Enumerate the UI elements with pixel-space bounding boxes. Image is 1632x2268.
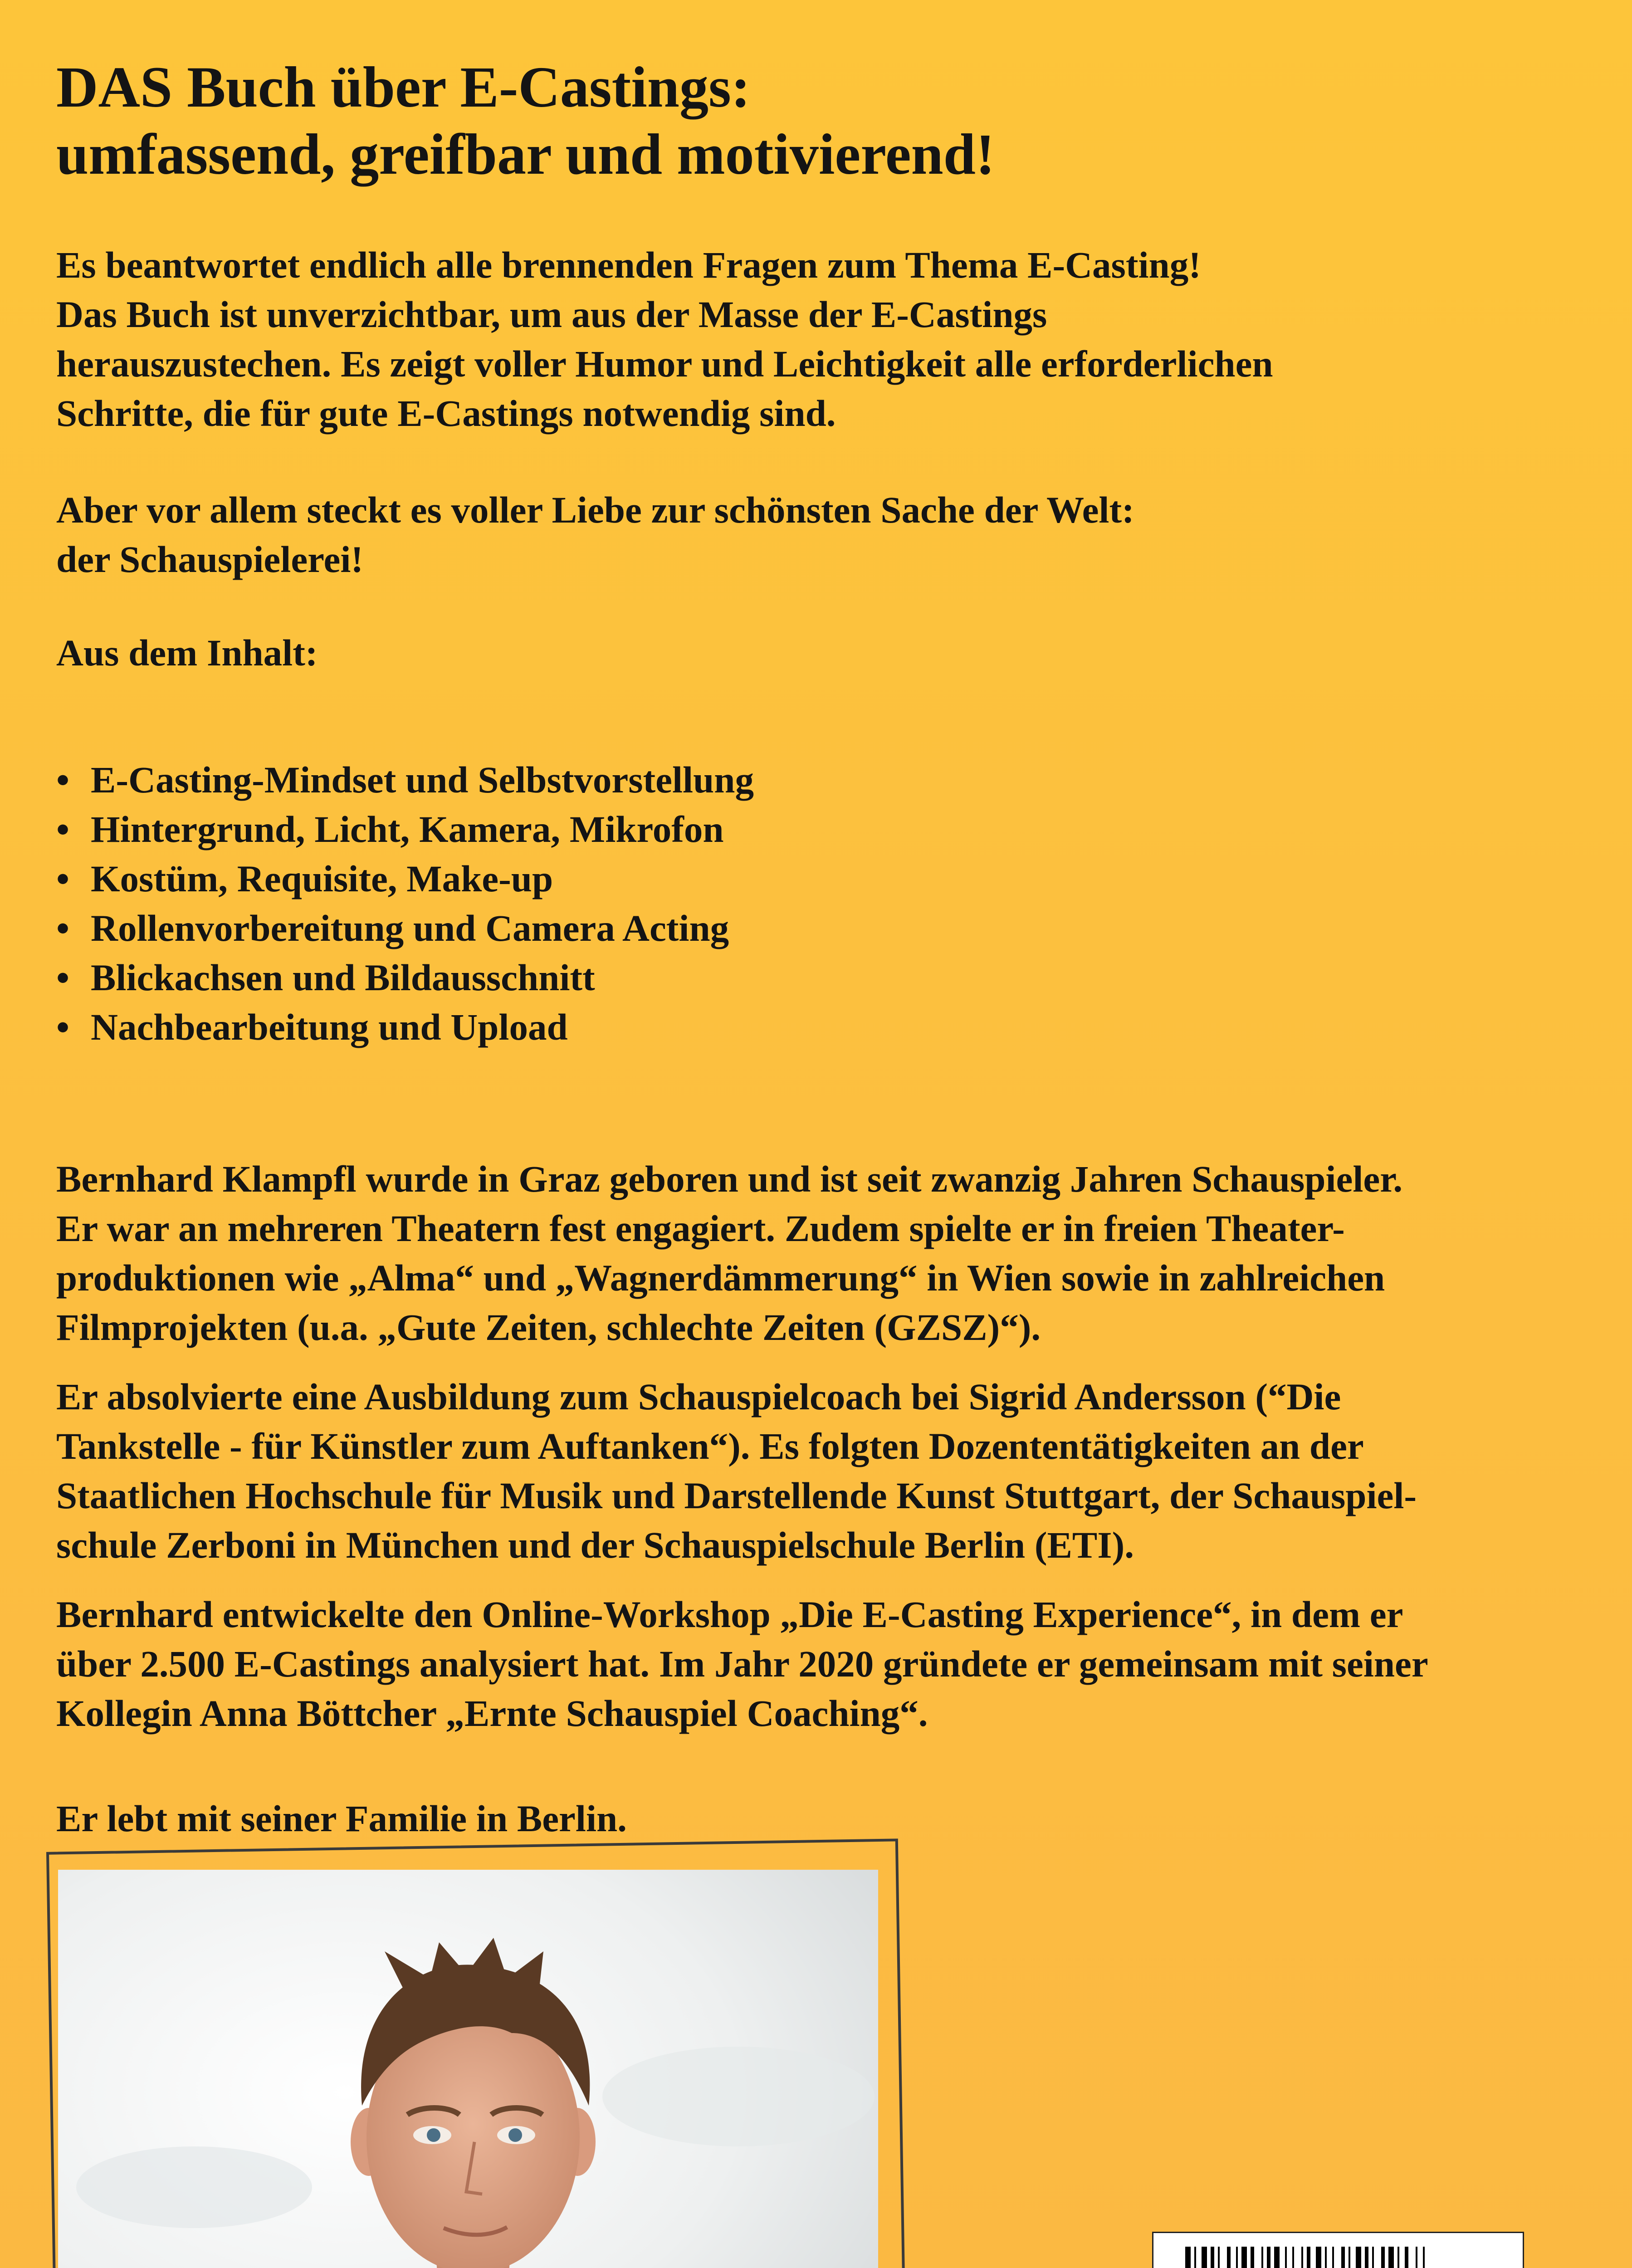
barcode-bar [1211, 2247, 1214, 2268]
barcode-bar [1274, 2247, 1280, 2268]
barcode-bar [1316, 2247, 1321, 2268]
barcode-bar [1236, 2247, 1238, 2268]
intro-paragraph [56, 240, 1580, 438]
love-paragraph [56, 485, 1580, 584]
bio-paragraph-3 [56, 1590, 1580, 1738]
barcode-bar [1261, 2247, 1263, 2268]
isbn-barcode [1152, 2232, 1524, 2268]
barcode-bar [1388, 2247, 1394, 2268]
barcode-bar [1325, 2247, 1327, 2268]
list-item: • E-Casting-Mindset und Selbstvorstellung [56, 755, 754, 805]
barcode-bar [1241, 2247, 1247, 2268]
bio-line: über 2.500 E-Castings analysiert hat. Im Jahr 2020 gründete er gemeinsam mit seiner [56, 1643, 1428, 1685]
bio-line: Filmprojekten (u.a. „Gute Zeiten, schlechte Zeiten (GZSZ)“). [56, 1306, 1041, 1348]
bio-line: Tankstelle - für Künstler zum Auftanken“). Es folgten Dozententätigkeiten an der [56, 1425, 1364, 1467]
author-photo [58, 1870, 878, 2268]
headline-line-1: DAS Buch über E-Castings: [56, 55, 751, 119]
bio-line: produktionen wie „Alma“ und „Wagnerdämmerung“ in Wien sowie in zahlreichen [56, 1257, 1385, 1299]
bio-line: Bernhard entwickelte den Online-Workshop „Die E-Casting Experience“, in dem er [56, 1593, 1403, 1635]
bio-line: Staatlichen Hochschule für Musik und Darstellende Kunst Stuttgart, der Schauspiel- [56, 1475, 1417, 1516]
barcode-bar [1202, 2247, 1207, 2268]
barcode-bar [1405, 2247, 1408, 2268]
bio-line: Er absolvierte eine Ausbildung zum Schauspielcoach bei Sigrid Andersson (“Die [56, 1376, 1341, 1418]
list-item: • Blickachsen und Bildausschnitt [56, 953, 754, 1002]
contents-heading: Aus dem Inhalt: [56, 632, 318, 674]
barcode-bar [1251, 2247, 1254, 2268]
bio-line: Kollegin Anna Böttcher „Ernte Schauspiel Coaching“. [56, 1692, 928, 1734]
barcode-bar [1301, 2247, 1303, 2268]
barcode-bar [1285, 2247, 1287, 2268]
barcode-bar [1227, 2247, 1231, 2268]
contents-list [56, 755, 754, 1052]
list-item: • Nachbearbeitung und Upload [56, 1002, 754, 1052]
list-item: • Kostüm, Requisite, Make-up [56, 854, 754, 904]
bio-line: Er war an mehreren Theatern fest engagiert. Zudem spielte er in freien Theater- [56, 1207, 1345, 1249]
barcode-bar [1372, 2247, 1374, 2268]
barcode-bar [1397, 2247, 1399, 2268]
headline [56, 54, 1553, 188]
bio-paragraph-2 [56, 1372, 1580, 1570]
intro-line: herauszustechen. Es zeigt voller Humor und Leichtigkeit alle erforderlichen [56, 343, 1273, 385]
list-item: • Hintergrund, Licht, Kamera, Mikrofon [56, 805, 754, 854]
intro-line: Das Buch ist unverzichtbar, um aus der Masse der E-Castings [56, 293, 1047, 335]
barcode-bar [1349, 2247, 1350, 2268]
barcode-bar [1218, 2247, 1220, 2268]
barcode-bar [1341, 2247, 1345, 2268]
intro-line: Schritte, die für gute E-Castings notwendig sind. [56, 392, 836, 434]
barcode-bar [1365, 2247, 1368, 2268]
barcode-bar [1292, 2247, 1294, 2268]
intro-line: Es beantwortet endlich alle brennenden Fragen zum Thema E-Casting! [56, 244, 1201, 286]
list-item: • Rollenvorbereitung und Camera Acting [56, 904, 754, 953]
barcode-bar [1423, 2247, 1425, 2268]
love-line: der Schauspielerei! [56, 538, 364, 580]
barcode-bar [1332, 2247, 1334, 2268]
barcode-bar [1416, 2247, 1417, 2268]
bio-paragraph-1 [56, 1154, 1580, 1352]
author-portrait [58, 1870, 878, 2268]
barcode-bar [1381, 2247, 1385, 2268]
barcode-bar [1356, 2247, 1361, 2268]
barcode-graphic [1153, 2233, 1525, 2268]
bio-line: schule Zerboni in München und der Schauspielschule Berlin (ETI). [56, 1524, 1134, 1566]
headline-line-2: umfassend, greifbar und motivierend! [56, 122, 995, 186]
barcode-bar [1185, 2247, 1191, 2268]
bio-line: Bernhard Klampfl wurde in Graz geboren und ist seit zwanzig Jahren Schauspieler. [56, 1158, 1403, 1200]
barcode-bar [1194, 2247, 1196, 2268]
bio-paragraph-4: Er lebt mit seiner Familie in Berlin. [56, 1798, 627, 1839]
barcode-bar [1307, 2247, 1310, 2268]
barcode-bar [1267, 2247, 1270, 2268]
love-line: Aber vor allem steckt es voller Liebe zur schönsten Sache der Welt: [56, 489, 1134, 531]
